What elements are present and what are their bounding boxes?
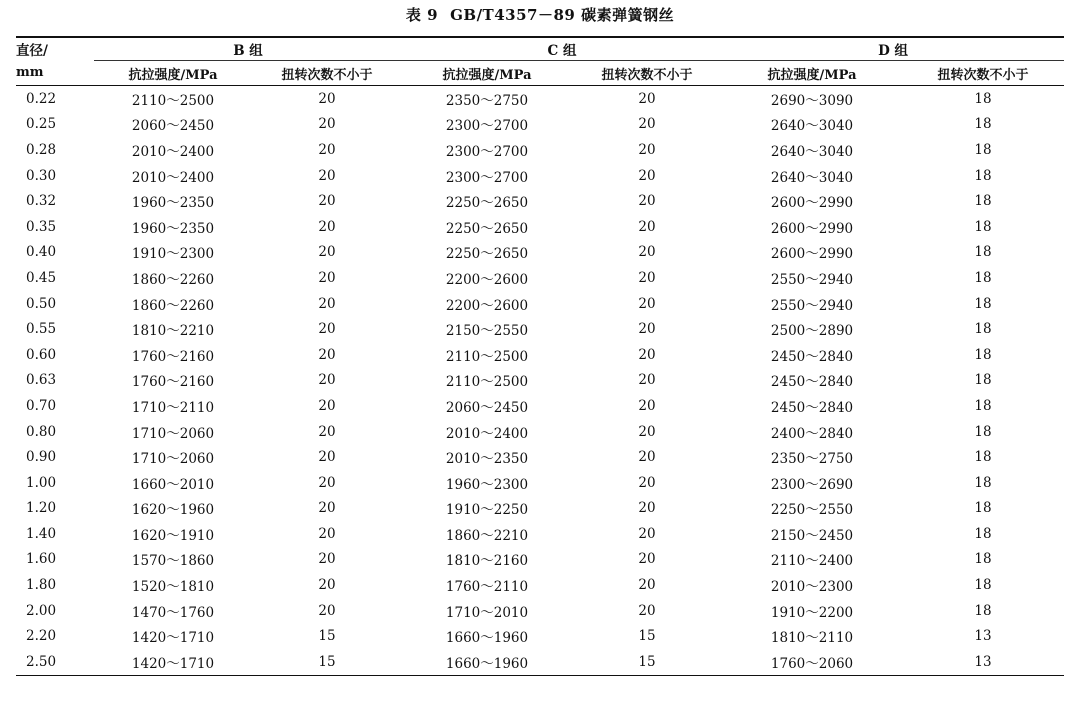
c-strength-cell: 2300～2700 (445, 169, 529, 186)
b-twist-cell: 20 (318, 551, 336, 568)
table-row (16, 470, 1064, 496)
d-twist-cell: 13 (974, 628, 992, 645)
diameter-cell: 1.80 (26, 577, 57, 594)
c-twist-cell: 20 (638, 321, 656, 338)
diameter-unit: mm (16, 61, 94, 86)
b-twist-cell: 20 (318, 397, 336, 414)
b-strength-cell: 1420～1710 (131, 630, 215, 647)
d-strength-cell: 1910～2200 (770, 604, 854, 621)
d-twist-cell: 18 (974, 244, 992, 261)
table-row (16, 188, 1064, 214)
table-row (16, 521, 1064, 547)
b-twist-cell: 20 (318, 423, 336, 440)
d-strength-cell: 2450～2840 (770, 348, 854, 365)
table-row (16, 137, 1064, 163)
c-strength-cell: 1860～2210 (445, 527, 529, 544)
diameter-cell: 0.80 (26, 423, 57, 440)
b-strength-cell: 1710～2060 (131, 425, 215, 442)
d-twist-cell: 18 (974, 116, 992, 133)
diameter-cell: 0.40 (26, 244, 57, 261)
diameter-cell: 1.60 (26, 551, 57, 568)
table-row (16, 393, 1064, 419)
d-twist-cell: 18 (974, 295, 992, 312)
b-strength-cell: 1860～2260 (131, 297, 215, 314)
b-twist-cell: 20 (318, 167, 336, 184)
diameter-cell: 0.50 (26, 295, 57, 312)
d-strength-cell: 2640～3040 (770, 169, 854, 186)
c-twist-cell: 20 (638, 577, 656, 594)
c-strength-cell: 1760～2110 (445, 579, 529, 596)
d-strength-cell: 2640～3040 (770, 118, 854, 135)
c-strength-cell: 1910～2250 (445, 502, 529, 519)
d-strength-cell: 2550～2940 (770, 271, 854, 288)
d-twist-cell: 18 (974, 423, 992, 440)
table-row (16, 368, 1064, 394)
c-strength-cell: 2110～2500 (445, 348, 529, 365)
d-strength-cell: 2010～2300 (770, 579, 854, 596)
d-strength-cell: 2600～2990 (770, 246, 854, 263)
c-strength-cell: 2350～2750 (445, 92, 529, 109)
d-strength-header: 抗拉强度/MPa (722, 61, 902, 86)
table-row (16, 112, 1064, 138)
d-twist-cell: 18 (974, 449, 992, 466)
diameter-cell: 0.35 (26, 218, 57, 235)
c-twist-cell: 15 (572, 649, 722, 675)
b-twist-cell: 20 (318, 90, 336, 107)
diameter-cell: 0.60 (26, 346, 57, 363)
d-twist-cell: 18 (974, 397, 992, 414)
diameter-cell: 0.55 (26, 321, 57, 338)
diameter-cell: 2.50 (16, 649, 94, 675)
diameter-cell: 2.20 (26, 628, 57, 645)
b-strength-cell: 1960～2350 (131, 220, 215, 237)
b-strength-cell: 2010～2400 (131, 169, 215, 186)
diameter-cell: 1.40 (26, 525, 57, 542)
c-strength-cell: 2250～2650 (445, 246, 529, 263)
diameter-cell: 0.22 (26, 90, 57, 107)
b-strength-cell: 1710～2110 (131, 399, 215, 416)
d-twist-cell: 13 (902, 649, 1064, 675)
diameter-cell: 0.45 (26, 269, 57, 286)
d-strength-cell: 2600～2990 (770, 195, 854, 212)
diameter-header: 直径/ (16, 37, 94, 61)
b-strength-cell: 1760～2160 (131, 374, 215, 391)
d-strength-cell: 2250～2550 (770, 502, 854, 519)
c-twist-header: 扭转次数不小于 (572, 61, 722, 86)
b-strength-cell: 1760～2160 (131, 348, 215, 365)
c-twist-cell: 15 (638, 628, 656, 645)
b-strength-cell: 1910～2300 (131, 246, 215, 263)
c-twist-cell: 20 (638, 295, 656, 312)
d-twist-cell: 18 (974, 551, 992, 568)
c-twist-cell: 20 (638, 449, 656, 466)
b-twist-cell: 20 (318, 244, 336, 261)
b-strength-cell: 1810～2210 (131, 323, 215, 340)
table-header (16, 37, 1064, 86)
b-twist-cell: 15 (252, 649, 402, 675)
c-twist-cell: 20 (638, 423, 656, 440)
d-twist-cell: 18 (974, 218, 992, 235)
c-strength-cell: 2200～2600 (445, 271, 529, 288)
table-row (16, 496, 1064, 522)
diameter-cell: 0.32 (26, 193, 57, 210)
b-strength-cell: 1620～1960 (131, 502, 215, 519)
b-twist-cell: 20 (318, 321, 336, 338)
table-row (16, 572, 1064, 598)
d-strength-cell: 1760～2060 (722, 649, 902, 675)
diameter-cell: 1.00 (26, 474, 57, 491)
b-twist-cell: 20 (318, 602, 336, 619)
d-twist-cell: 18 (974, 474, 992, 491)
b-strength-header: 抗拉强度/MPa (94, 61, 252, 86)
d-twist-header: 扭转次数不小于 (902, 61, 1064, 86)
d-strength-cell: 2400～2840 (770, 425, 854, 442)
d-strength-cell: 2690～3090 (770, 92, 854, 109)
b-twist-cell: 20 (318, 346, 336, 363)
table-row (16, 240, 1064, 266)
c-strength-cell: 2250～2650 (445, 220, 529, 237)
c-twist-cell: 20 (638, 193, 656, 210)
b-strength-cell: 1860～2260 (131, 271, 215, 288)
b-twist-cell: 20 (318, 269, 336, 286)
table-row (16, 444, 1064, 470)
c-twist-cell: 20 (638, 551, 656, 568)
spring-steel-wire-table (16, 36, 1064, 676)
table-row (16, 649, 1064, 675)
b-strength-cell: 1960～2350 (131, 195, 215, 212)
c-strength-cell: 2300～2700 (445, 118, 529, 135)
diameter-cell: 0.90 (26, 449, 57, 466)
table-row (16, 214, 1064, 240)
b-twist-cell: 20 (318, 218, 336, 235)
d-strength-cell: 2450～2840 (770, 399, 854, 416)
d-twist-cell: 18 (974, 602, 992, 619)
table-row (16, 163, 1064, 189)
table-row (16, 265, 1064, 291)
b-twist-cell: 15 (318, 628, 336, 645)
c-twist-cell: 20 (638, 525, 656, 542)
c-strength-cell: 1960～2300 (445, 476, 529, 493)
b-twist-cell: 20 (318, 474, 336, 491)
d-strength-cell: 2600～2990 (770, 220, 854, 237)
table-title (0, 4, 1080, 26)
d-strength-cell: 2450～2840 (770, 374, 854, 391)
d-twist-cell: 18 (974, 525, 992, 542)
b-twist-cell: 20 (318, 116, 336, 133)
d-strength-cell: 2150～2450 (770, 527, 854, 544)
d-twist-cell: 18 (974, 321, 992, 338)
d-twist-cell: 18 (974, 141, 992, 158)
group-d-header: D 组 (722, 37, 1064, 61)
c-strength-cell: 1810～2160 (445, 553, 529, 570)
c-twist-cell: 20 (638, 244, 656, 261)
c-twist-cell: 20 (638, 90, 656, 107)
b-twist-cell: 20 (318, 500, 336, 517)
table-row (16, 291, 1064, 317)
table-row (16, 547, 1064, 573)
c-strength-cell: 2300～2700 (445, 143, 529, 160)
d-twist-cell: 18 (974, 269, 992, 286)
b-twist-cell: 20 (318, 372, 336, 389)
diameter-cell: 1.20 (26, 500, 57, 517)
table-row (16, 598, 1064, 624)
c-strength-cell: 1710～2010 (445, 604, 529, 621)
d-strength-cell: 2500～2890 (770, 323, 854, 340)
b-strength-cell: 2060～2450 (131, 118, 215, 135)
c-strength-cell: 2250～2650 (445, 195, 529, 212)
d-strength-cell: 2640～3040 (770, 143, 854, 160)
diameter-cell: 0.70 (26, 397, 57, 414)
c-twist-cell: 20 (638, 372, 656, 389)
d-strength-cell: 2110～2400 (770, 553, 854, 570)
b-strength-cell: 2010～2400 (131, 143, 215, 160)
b-strength-cell: 1620～1910 (131, 527, 215, 544)
diameter-cell: 0.30 (26, 167, 57, 184)
d-strength-cell: 2350～2750 (770, 451, 854, 468)
c-strength-cell: 1660～1960 (402, 649, 572, 675)
d-twist-cell: 18 (974, 90, 992, 107)
c-twist-cell: 20 (638, 167, 656, 184)
c-twist-cell: 20 (638, 397, 656, 414)
b-twist-cell: 20 (318, 193, 336, 210)
c-twist-cell: 20 (638, 474, 656, 491)
d-twist-cell: 18 (974, 193, 992, 210)
c-strength-cell: 2200～2600 (445, 297, 529, 314)
b-strength-cell: 1520～1810 (131, 579, 215, 596)
table-row (16, 342, 1064, 368)
c-twist-cell: 20 (638, 218, 656, 235)
c-strength-cell: 1660～1960 (445, 630, 529, 647)
d-strength-cell: 2550～2940 (770, 297, 854, 314)
b-twist-cell: 20 (318, 525, 336, 542)
b-strength-cell: 1420～1710 (94, 649, 252, 675)
table-row (16, 316, 1064, 342)
c-twist-cell: 20 (638, 346, 656, 363)
c-strength-cell: 2150～2550 (445, 323, 529, 340)
c-strength-header: 抗拉强度/MPa (402, 61, 572, 86)
b-twist-header: 扭转次数不小于 (252, 61, 402, 86)
c-strength-cell: 2010～2350 (445, 451, 529, 468)
table-number: 表 9 (405, 6, 439, 24)
c-strength-cell: 2060～2450 (445, 399, 529, 416)
b-strength-cell: 2110～2500 (131, 92, 215, 109)
c-twist-cell: 20 (638, 116, 656, 133)
c-twist-cell: 20 (638, 602, 656, 619)
diameter-cell: 0.63 (26, 372, 57, 389)
d-twist-cell: 18 (974, 372, 992, 389)
c-twist-cell: 20 (638, 269, 656, 286)
b-strength-cell: 1710～2060 (131, 451, 215, 468)
table-title-text: GB/T4357－89 碳素弹簧钢丝 (450, 6, 675, 24)
c-strength-cell: 2110～2500 (445, 374, 529, 391)
d-strength-cell: 1810～2110 (770, 630, 854, 647)
b-strength-cell: 1660～2010 (131, 476, 215, 493)
b-twist-cell: 20 (318, 141, 336, 158)
c-strength-cell: 2010～2400 (445, 425, 529, 442)
d-twist-cell: 18 (974, 577, 992, 594)
table-body (16, 86, 1064, 676)
c-twist-cell: 20 (638, 500, 656, 517)
table-row (16, 623, 1064, 649)
b-twist-cell: 20 (318, 449, 336, 466)
b-strength-cell: 1570～1860 (131, 553, 215, 570)
group-c-header: C 组 (402, 37, 722, 61)
b-twist-cell: 20 (318, 577, 336, 594)
group-b-header: B 组 (94, 37, 402, 61)
table-row (16, 419, 1064, 445)
diameter-cell: 0.25 (26, 116, 57, 133)
diameter-cell: 0.28 (26, 141, 57, 158)
b-strength-cell: 1470～1760 (131, 604, 215, 621)
d-strength-cell: 2300～2690 (770, 476, 854, 493)
diameter-cell: 2.00 (26, 602, 57, 619)
c-twist-cell: 20 (638, 141, 656, 158)
d-twist-cell: 18 (974, 500, 992, 517)
d-twist-cell: 18 (974, 346, 992, 363)
d-twist-cell: 18 (974, 167, 992, 184)
b-twist-cell: 20 (318, 295, 336, 312)
table-row (16, 86, 1064, 112)
